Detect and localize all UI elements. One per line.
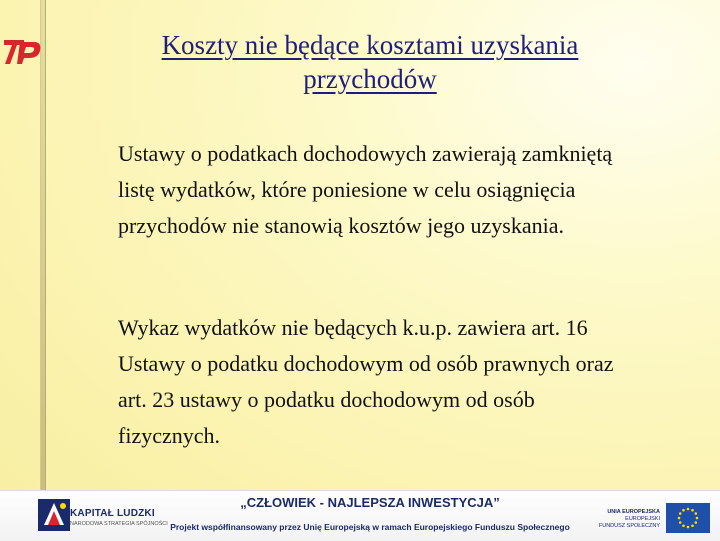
- paragraph-2: Wykaz wydatków nie będących k.u.p. zawiera art. 16 Ustawy o podatku dochodowym od osób prawnych oraz art. 23 ustawy o podatku dochodowym od osób fizycznych.: [118, 315, 614, 448]
- slide-title-line1: Koszty nie będące kosztami uzyskania: [161, 30, 579, 60]
- eu-line2: EUROPEJSKI: [625, 516, 660, 522]
- kapital-ludzki-logo-icon: [36, 495, 72, 535]
- eu-flag-icon: [666, 503, 710, 533]
- program-subtitle: NARODOWA STRATEGIA SPÓJNOŚCI: [70, 521, 168, 527]
- eu-label: [599, 509, 660, 530]
- paragraph-1: Ustawy o podatkach dochodowych zawierają zamkniętą listę wydatków, które poniesione w celu osiągnięcia przychodów nie stanowią kosztów jego uzyskania.: [118, 141, 613, 238]
- program-name: KAPITAŁ LUDZKI: [70, 508, 155, 519]
- slide-title-line2: przychodów: [303, 64, 437, 94]
- project-line: Projekt współfinansowany przez Unię Europejską w ramach Europejskiego Funduszu Społecznego: [170, 522, 570, 532]
- eu-line1: UNIA EUROPEJSKA: [607, 509, 660, 515]
- footer-bar: [0, 490, 720, 541]
- slogan: „CZŁOWIEK - NAJLEPSZA INWESTYCJA”: [240, 495, 500, 510]
- eu-line3: FUNDUSZ SPOŁECZNY: [598, 523, 660, 529]
- slide-title: [100, 28, 640, 96]
- tp-logo-icon: [2, 34, 42, 68]
- left-decorative-rule: [40, 0, 46, 496]
